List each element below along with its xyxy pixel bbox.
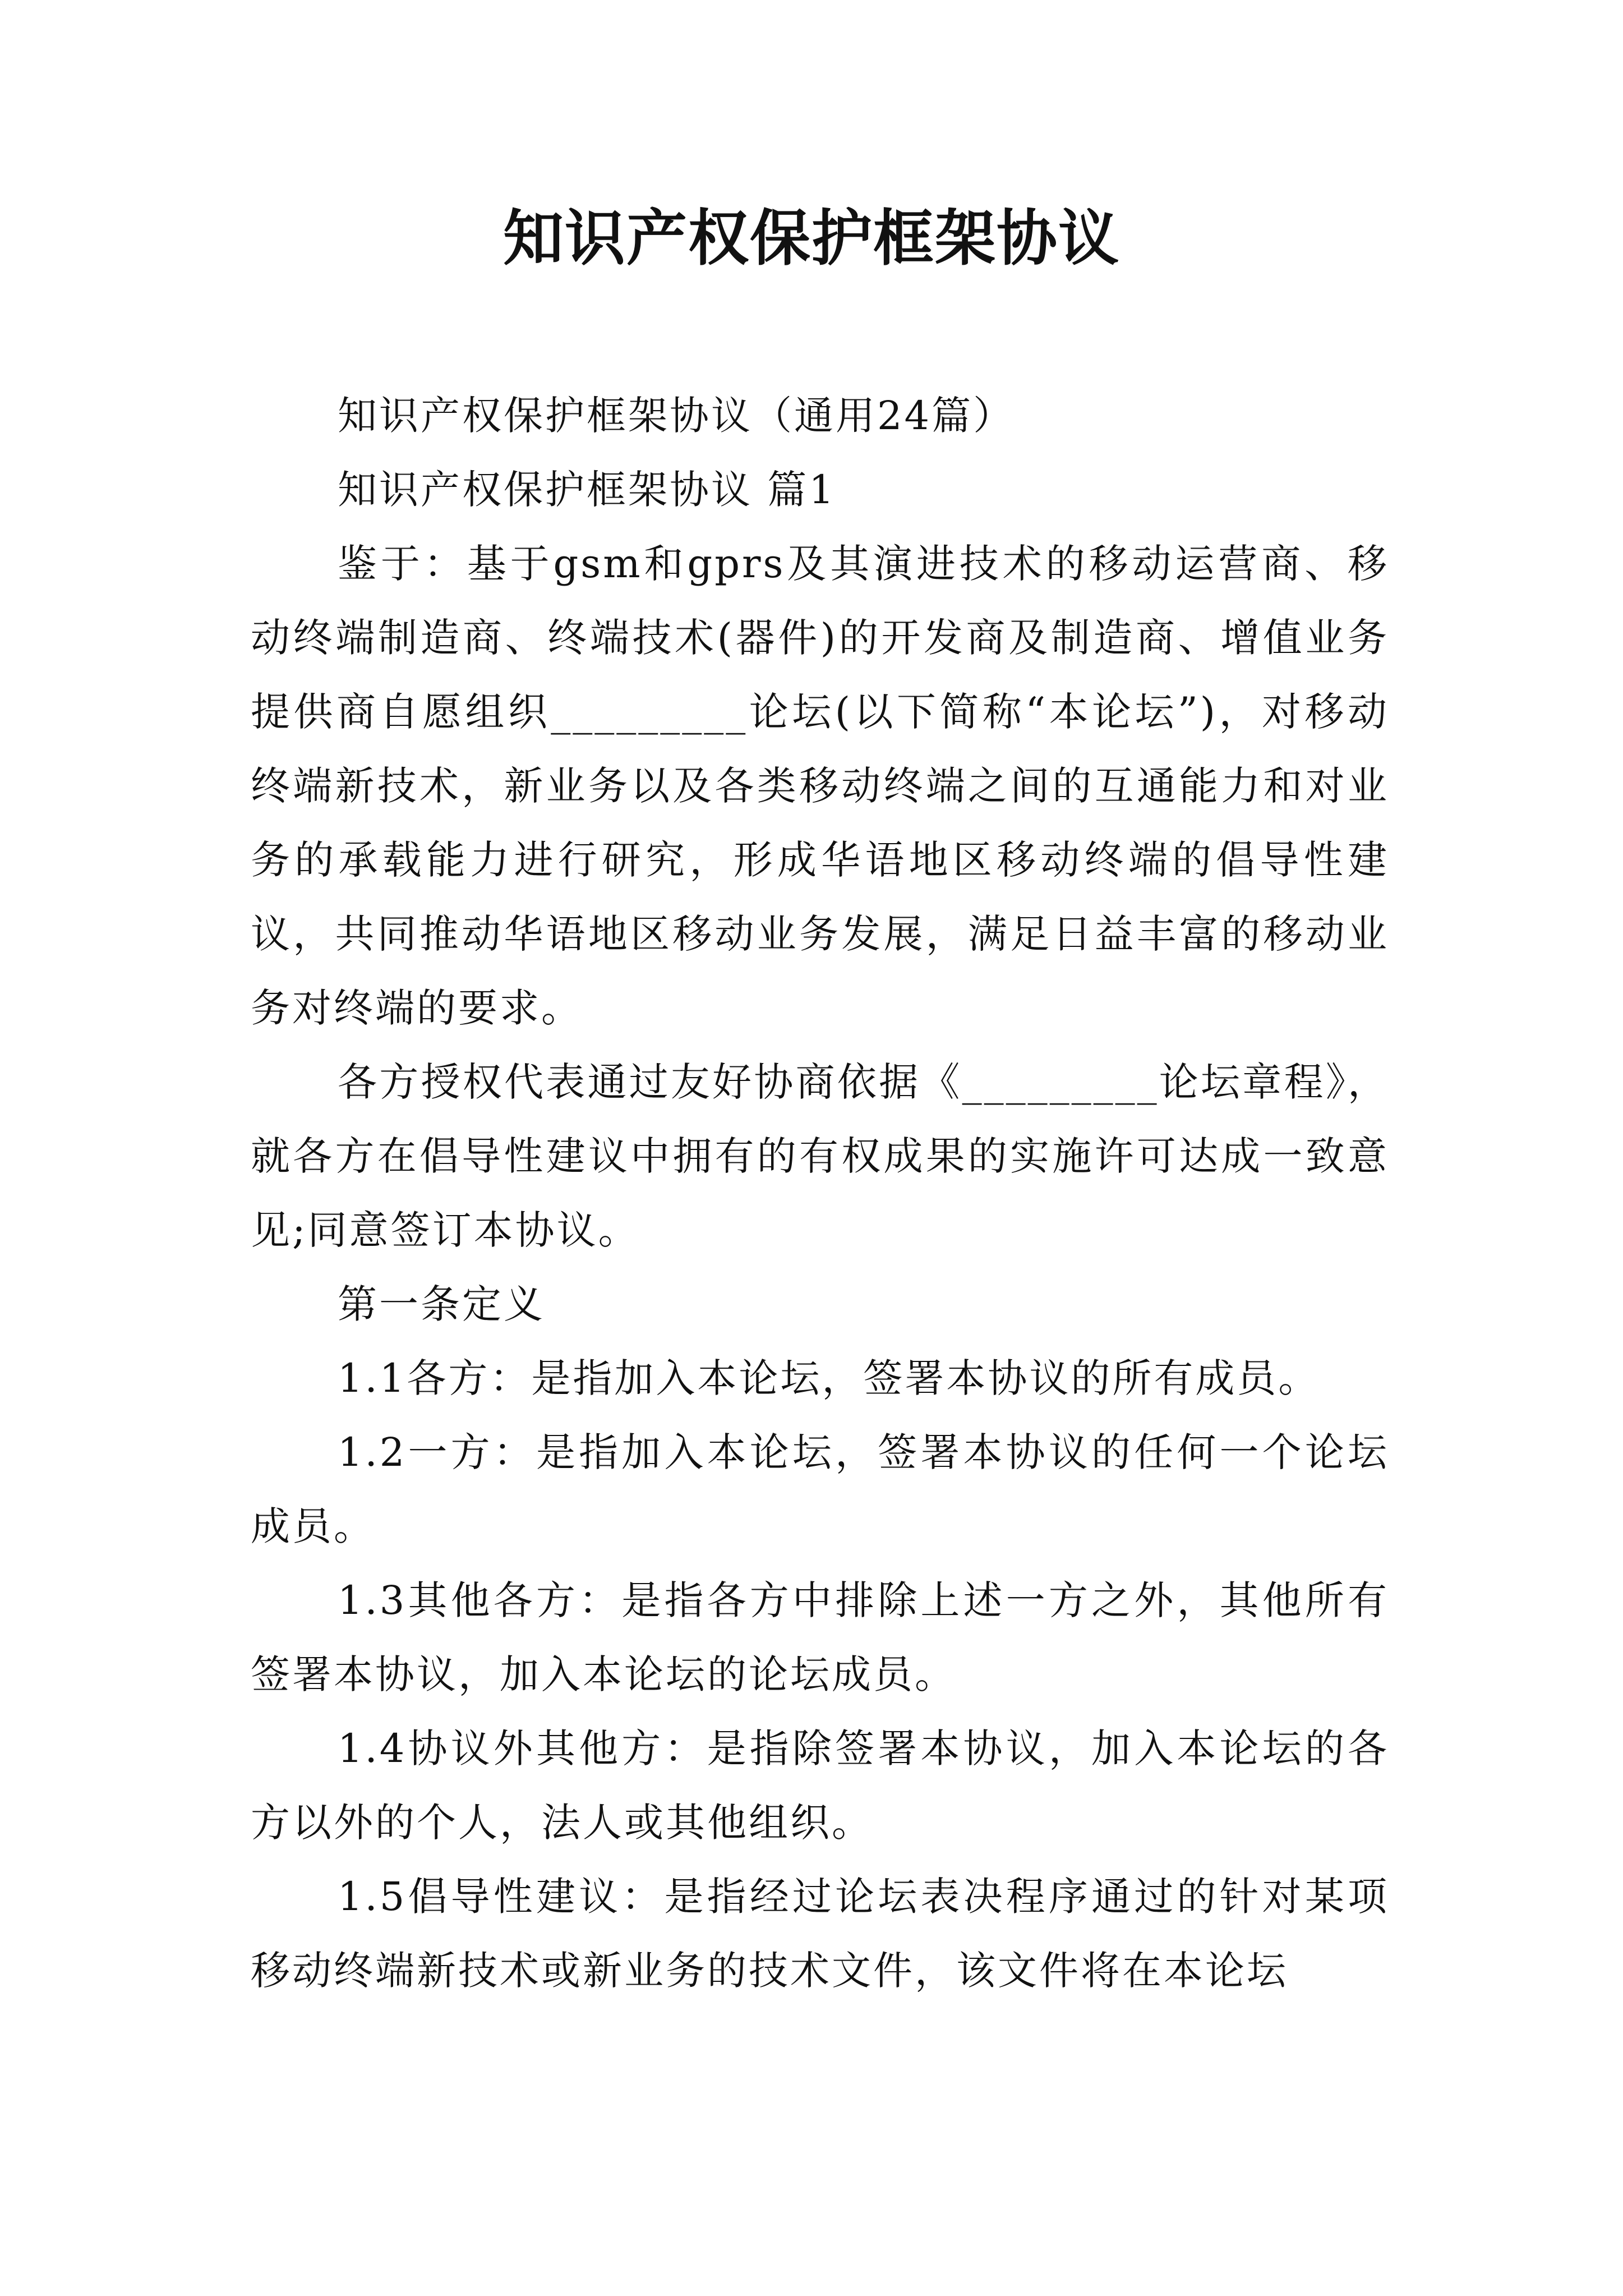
paragraph-clause-1-4: 1.4协议外其他方：是指除签署本协议，加入本论坛的各方以外的个人，法人或其他组织。 (251, 1726, 1389, 1846)
paragraph-clause-1-1: 1.1各方：是指加入本论坛，签署本协议的所有成员。 (338, 1355, 1320, 1401)
paragraph-clause-1-3: 1.3其他各方：是指各方中排除上述一方之外，其他所有签署本协议，加入本论坛的论坛成员。 (251, 1577, 1389, 1697)
paragraph-article-heading: 第一条定义 (338, 1281, 545, 1327)
paragraph-preamble: 鉴于：基于gsm和gprs及其演进技术的移动运营商、移动终端制造商、终端技术(器件)的开发商及制造商、增值业务提供商自愿组织_________论坛(以下简称“本论坛”)，对移动终端新技术，新业务以及各类移动终端之间的互通能力和对业务的承载能力进行研究，形成华语地区移动终端的倡导性建议，共同推动华语地区移动业务发展，满足日益丰富的移动业务对终端的要求。 (251, 541, 1389, 1031)
paragraph-clause-1-2: 1.2一方：是指加入本论坛，签署本协议的任何一个论坛成员。 (251, 1429, 1389, 1549)
document-title: 知识产权保护框架协议 (502, 203, 1120, 274)
paragraph-clause-1-5: 1.5倡导性建议：是指经过论坛表决程序通过的针对某项移动终端新技术或新业务的技术文件，该文件将在本论坛 (251, 1874, 1389, 1994)
document-body (251, 379, 1389, 2008)
paragraph-subtitle: 知识产权保护框架协议（通用24篇） (338, 393, 1015, 439)
paragraph-agreement: 各方授权代表通过友好协商依据《_________论坛章程》，就各方在倡导性建议中拥有的有权成果的实施许可达成一致意见;同意签订本协议。 (251, 1059, 1389, 1253)
paragraph-chapter-heading: 知识产权保护框架协议 篇1 (338, 467, 836, 513)
